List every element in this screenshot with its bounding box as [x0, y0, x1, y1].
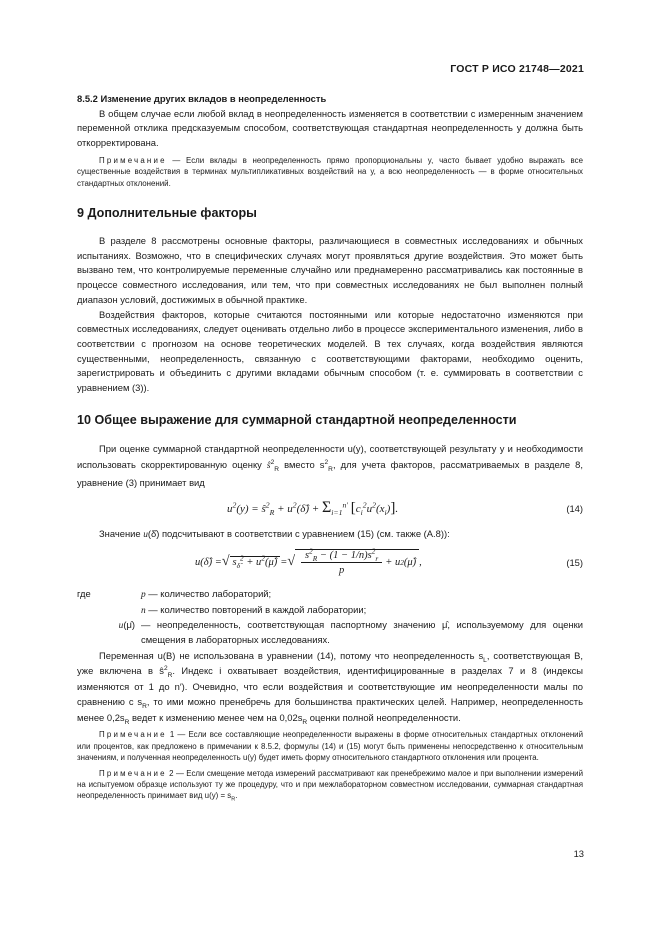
paragraph-10-2: Переменная u(B) не использована в уравнении (14), потому что неопределенность $s_L$, соответствующая B, уже включена в $ŝ^2_R$. Индекс i охватывает воздействия, идентифицированные в разделах 7 и 8 (индексы изменяются от 1 до n′). Очевидно, что если воздействия и соответствующие им неопределенности малы по сравнению с $s_R$, то ими можно пренебречь для большинства практических целей. Например, неопределенность менее $0,2s_R$ ведет к изменению менее чем на $0,02s_R$ оценки полной неопределенности. [77, 649, 584, 726]
doc-header: ГОСТ Р ИСО 21748—2021 [450, 63, 584, 75]
paragraph-852: В общем случае если любой вклад в неопределенность изменяется в соответствии с измеренным значением переменной отклика предсказуемым способом, соответствующая стандартная неопределенность y должна быть откорректирована. [77, 107, 583, 149]
equation-15-expression: u(δ̂) = √ $s_{\deltâ}^2$ + $u^2(\mû)$ = √ $\frac{s^2_R - (1 - 1/n)s^2_r}{p}$ + u 2 (μ̂) , [195, 546, 422, 576]
paragraph-9-1: В разделе 8 рассмотрены основные факторы, различающиеся в совместных исследованиях и обычных испытаниях. Возможно, что в специфических случаях могут проявляться другие воздействия. Это может быть вызвано тем, что контролируемые переменные случайно или преднамеренно рассматривались как постоянные в процессе совместного исследования, или тем, что при совместных исследованиях не был выполнен полный диапазон условий, достижимых в обычной практике. [77, 235, 583, 305]
note-text: — Если вклады в неопределенность прямо пропорциональны y, часто бывает удобно выражать все существенные воздействия в терминах мультипликативных воздействий на y, а всю неопределенность — в форме относительных стандартных отклонений. [77, 155, 583, 188]
section-heading-9: 9 Дополнительные факторы [77, 206, 257, 221]
equation-14 [77, 491, 583, 527]
definition-n: n — количество повторений в каждой лаборатории; [141, 603, 367, 616]
paragraph-9-2: Воздействия факторов, которые считаются постоянными или которые недостаточно изменяются при совместных исследованиях, следует оценивать отдельно либо в процессе экспериментального изменения, либо в соответствии с прогнозом на основе теоретических моделей. В тех случаях, когда воздействия являются существенными, неопределенность, связанную с соответствующими факторами, необходимо оценить, зарегистрировать и объединить с другими вкладами обычным способом (т. е. суммировать в соответствии с уравнением (3)). [77, 308, 583, 394]
paragraph-10-value: Значение u(δ̂) подсчитывают в соответствии с уравнением (15) (см. также (А.8)): [99, 528, 450, 541]
definition-p: где p — количество лабораторий; [77, 587, 272, 600]
note-10-2: Примечание 2 — Если смещение метода измерений рассматривают как пренебрежимо малое и при выполнении измерений на испытуемом образце используют ту же процедуру, что и при межлабораторном совместном исследовании, суммарная стандартная неопределенность принимает вид $u(y) = s_R$. [77, 768, 583, 803]
equation-14-expression: $u^2(y)$ = $ŝ^2_R$ + $u^2(\deltâ) + \Sigma_{i=1}^{n'}$ $[c_i^2u^2(x_i)]$. [227, 499, 399, 518]
equation-15-number: (15) [566, 556, 583, 568]
section-heading-10: 10 Общее выражение для суммарной стандартной неопределенности [77, 412, 517, 427]
page-content [77, 92, 583, 802]
paragraph-10-1: При оценке суммарной стандартной неопределенности u(y), соответствующей результату y и необходимости использовать скорректированную оценку $ŝ^2_R$ вместо $s^2_R$, для учета факторов, рассматриваемых в разделе 8, уравнение (3) принимает вид [77, 442, 583, 488]
note-label: Примечание [99, 155, 167, 165]
definition-u-mu: u(μ̂) — неопределенность, соответствующая паспортному значению μ̂, используемому для оценки смещения в лабораторных исследованиях. [118, 619, 583, 646]
equation-15 [77, 543, 583, 587]
page-number: 13 [573, 848, 584, 859]
note-852 [77, 155, 583, 189]
equation-14-number: (14) [566, 503, 583, 515]
subsection-heading-852: 8.5.2 Изменение других вкладов в неопределенность [77, 93, 327, 104]
symbol-definitions [77, 587, 583, 648]
note-10-1: Примечание 1 — Если все составляющие неопределенности выражены в форме относительных стандартных отклонений или процентов, как предложено в примечании к 8.5.2, формулы (14) и (15) могут быть применены непосредственно к относительным значениям, и полученная неопределенность u(y) будет иметь форму относительного стандартного отклонения или процента. [77, 730, 583, 763]
